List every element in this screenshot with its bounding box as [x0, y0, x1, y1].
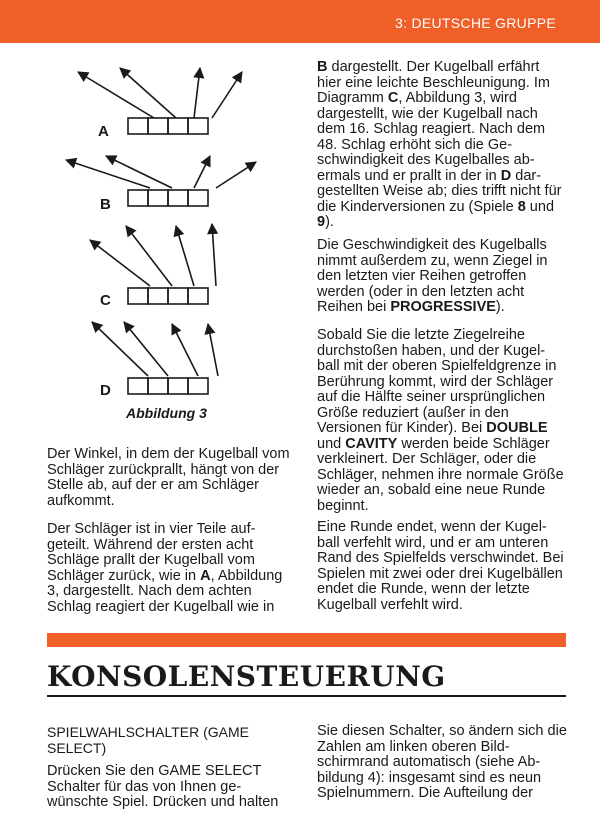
deflection-arrow-c-4 — [212, 224, 216, 286]
deflection-arrow-a-3 — [194, 68, 200, 118]
text-run: und — [525, 198, 555, 215]
deflection-arrow-d-4 — [208, 324, 218, 376]
text-run: dar-gestellten Weise ab; dies trifft nicht für die Kinderversionen zu (Spiele — [317, 167, 562, 215]
bold-cavity: CAVITY — [345, 435, 398, 452]
deflection-arrow-d-1 — [92, 322, 148, 376]
paddle-b-segment-4 — [188, 190, 208, 206]
figure-paddle-angles — [60, 60, 260, 435]
subheading-game-select: SPIELWAHLSCHALTER (GAME SELECT) — [47, 724, 250, 756]
figure-label-b: B — [100, 196, 111, 213]
paddle-c-segment-4 — [188, 288, 208, 304]
deflection-arrow-a-4 — [212, 72, 242, 118]
paddle-d-segment-3 — [168, 378, 188, 394]
text-run: Die Geschwindigkeit des Kugelballs nimmt außerdem zu, wenn Ziegel in den letzten vier Reihen getroffen werden (oder in den letzten acht Reihen bei — [317, 237, 548, 315]
right-paragraph-1 — [317, 60, 567, 231]
paddle-c-segment-3 — [168, 288, 188, 304]
deflection-arrow-c-3 — [176, 226, 194, 286]
figure-caption: Abbildung 3 — [126, 405, 207, 421]
deflection-arrow-b-3 — [194, 156, 210, 188]
paddle-c-segment-1 — [128, 288, 148, 304]
paddle-d-segment-2 — [148, 378, 168, 394]
text-run: , Abbildung 3, dargestellt. Nach dem achten Schlag reagiert der Kugelball wie in — [47, 567, 283, 615]
paddle-b-segment-2 — [148, 190, 168, 206]
text-run: ). — [325, 214, 334, 230]
paddle-a-segment-3 — [168, 118, 188, 134]
deflection-arrow-d-2 — [124, 322, 168, 376]
paddle-d-segment-4 — [188, 378, 208, 394]
deflection-arrow-a-1 — [78, 72, 154, 118]
bold-ref-c: C — [387, 90, 399, 106]
game-select-paragraph-right: Sie diesen Schalter, so ändern sich die Zahlen am linken oberen Bild-schirmrand automatisch (siehe Ab-bildung 4): insgesamt sind es neun Spielnummern. Die Aufteilung der — [317, 723, 567, 801]
paddle-b-segment-1 — [128, 190, 148, 206]
figure-label-d: D — [100, 382, 111, 399]
paddle-diagram — [60, 60, 260, 435]
deflection-arrow-d-3 — [172, 324, 198, 376]
paddle-b-segment-3 — [168, 190, 188, 206]
deflection-arrow-b-4 — [216, 162, 256, 188]
bold-ref-d: D — [500, 167, 512, 184]
paddle-a-segment-4 — [188, 118, 208, 134]
bold-ref-a: A — [200, 567, 211, 584]
text-run: dargestellt. Der Kugelball erfährt hier eine leichte Beschleunigung. Im Diagramm — [317, 59, 550, 106]
paddle-c-segment-2 — [148, 288, 168, 304]
text-run: ). — [495, 299, 505, 315]
section-label: 3: DEUTSCHE GRUPPE — [395, 15, 556, 31]
deflection-arrow-b-1 — [66, 160, 150, 188]
bold-double: DOUBLE — [486, 420, 548, 436]
right-paragraph-4: Eine Runde endet, wenn der Kugel-ball verfehlt wird, und er am unteren Rand des Spielfelds verschwindet. Bei Spielen mit zwei oder drei Kugelbällen endet die Runde, wenn der letzte Kugelball verfehlt wird. — [317, 519, 564, 613]
bold-progressive: PROGRESSIVE — [390, 299, 496, 315]
game-select-paragraph-left: Drücken Sie den GAME SELECT Schalter für das von Ihnen ge-wünschte Spiel. Drücken und halten — [47, 763, 279, 810]
deflection-arrow-a-2 — [120, 68, 176, 118]
text-run: und — [317, 435, 346, 452]
text-run: Der Schläger ist in vier Teile auf-geteilt. Während der ersten acht Schläge prallt der Kugelball vom Schläger zurück, wie in — [47, 521, 256, 584]
left-paragraph-1: Der Winkel, in dem der Kugelball vom Schläger zurückprallt, hängt von der Stelle ab, auf der er am Schläger aufkommt. — [47, 446, 290, 509]
paddle-a-segment-2 — [148, 118, 168, 134]
right-paragraph-3 — [317, 328, 567, 514]
bold-ref-b: B — [317, 59, 328, 75]
text-run: werden beide Schläger verkleinert. Der Schläger, oder die Schläger, nehmen ihre normale Größe wieder an, sobald eine neue Runde beginnt. — [317, 435, 564, 514]
deflection-arrow-c-1 — [90, 240, 150, 286]
paddle-a-segment-1 — [128, 118, 148, 134]
bold-game-9: 9 — [317, 214, 326, 230]
section-divider-band — [47, 633, 566, 647]
left-paragraph-2 — [47, 522, 292, 615]
title-underline — [47, 695, 566, 697]
deflection-arrow-c-2 — [126, 226, 172, 286]
right-paragraph-2 — [317, 238, 567, 316]
deflection-arrow-b-2 — [106, 156, 172, 188]
section-title: KONSOLENSTEUERUNG — [47, 660, 446, 693]
header-bar — [0, 0, 600, 43]
text-run: Sobald Sie die letzte Ziegelreihe durchstoßen haben, und der Kugel-ball mit der oberen Spielfeldgrenze in Berührung kommt, wird der Schläger auf die Hälfte seiner ursprünglichen Größe reduziert (außer in den Versionen für Kinder). Bei — [317, 327, 557, 436]
paddle-d-segment-1 — [128, 378, 148, 394]
bold-game-8: 8 — [517, 198, 526, 215]
text-run: , Abbildung 3, wird dargestellt, wie der Kugelball nach dem 16. Schlag reagiert. Nach dem 48. Schlag erhöht sich die Ge-schwindigkeit des Kugelballes ab-ermals und er prallt in der in — [317, 90, 546, 184]
figure-label-a: A — [98, 123, 109, 140]
figure-label-c: C — [100, 292, 111, 309]
